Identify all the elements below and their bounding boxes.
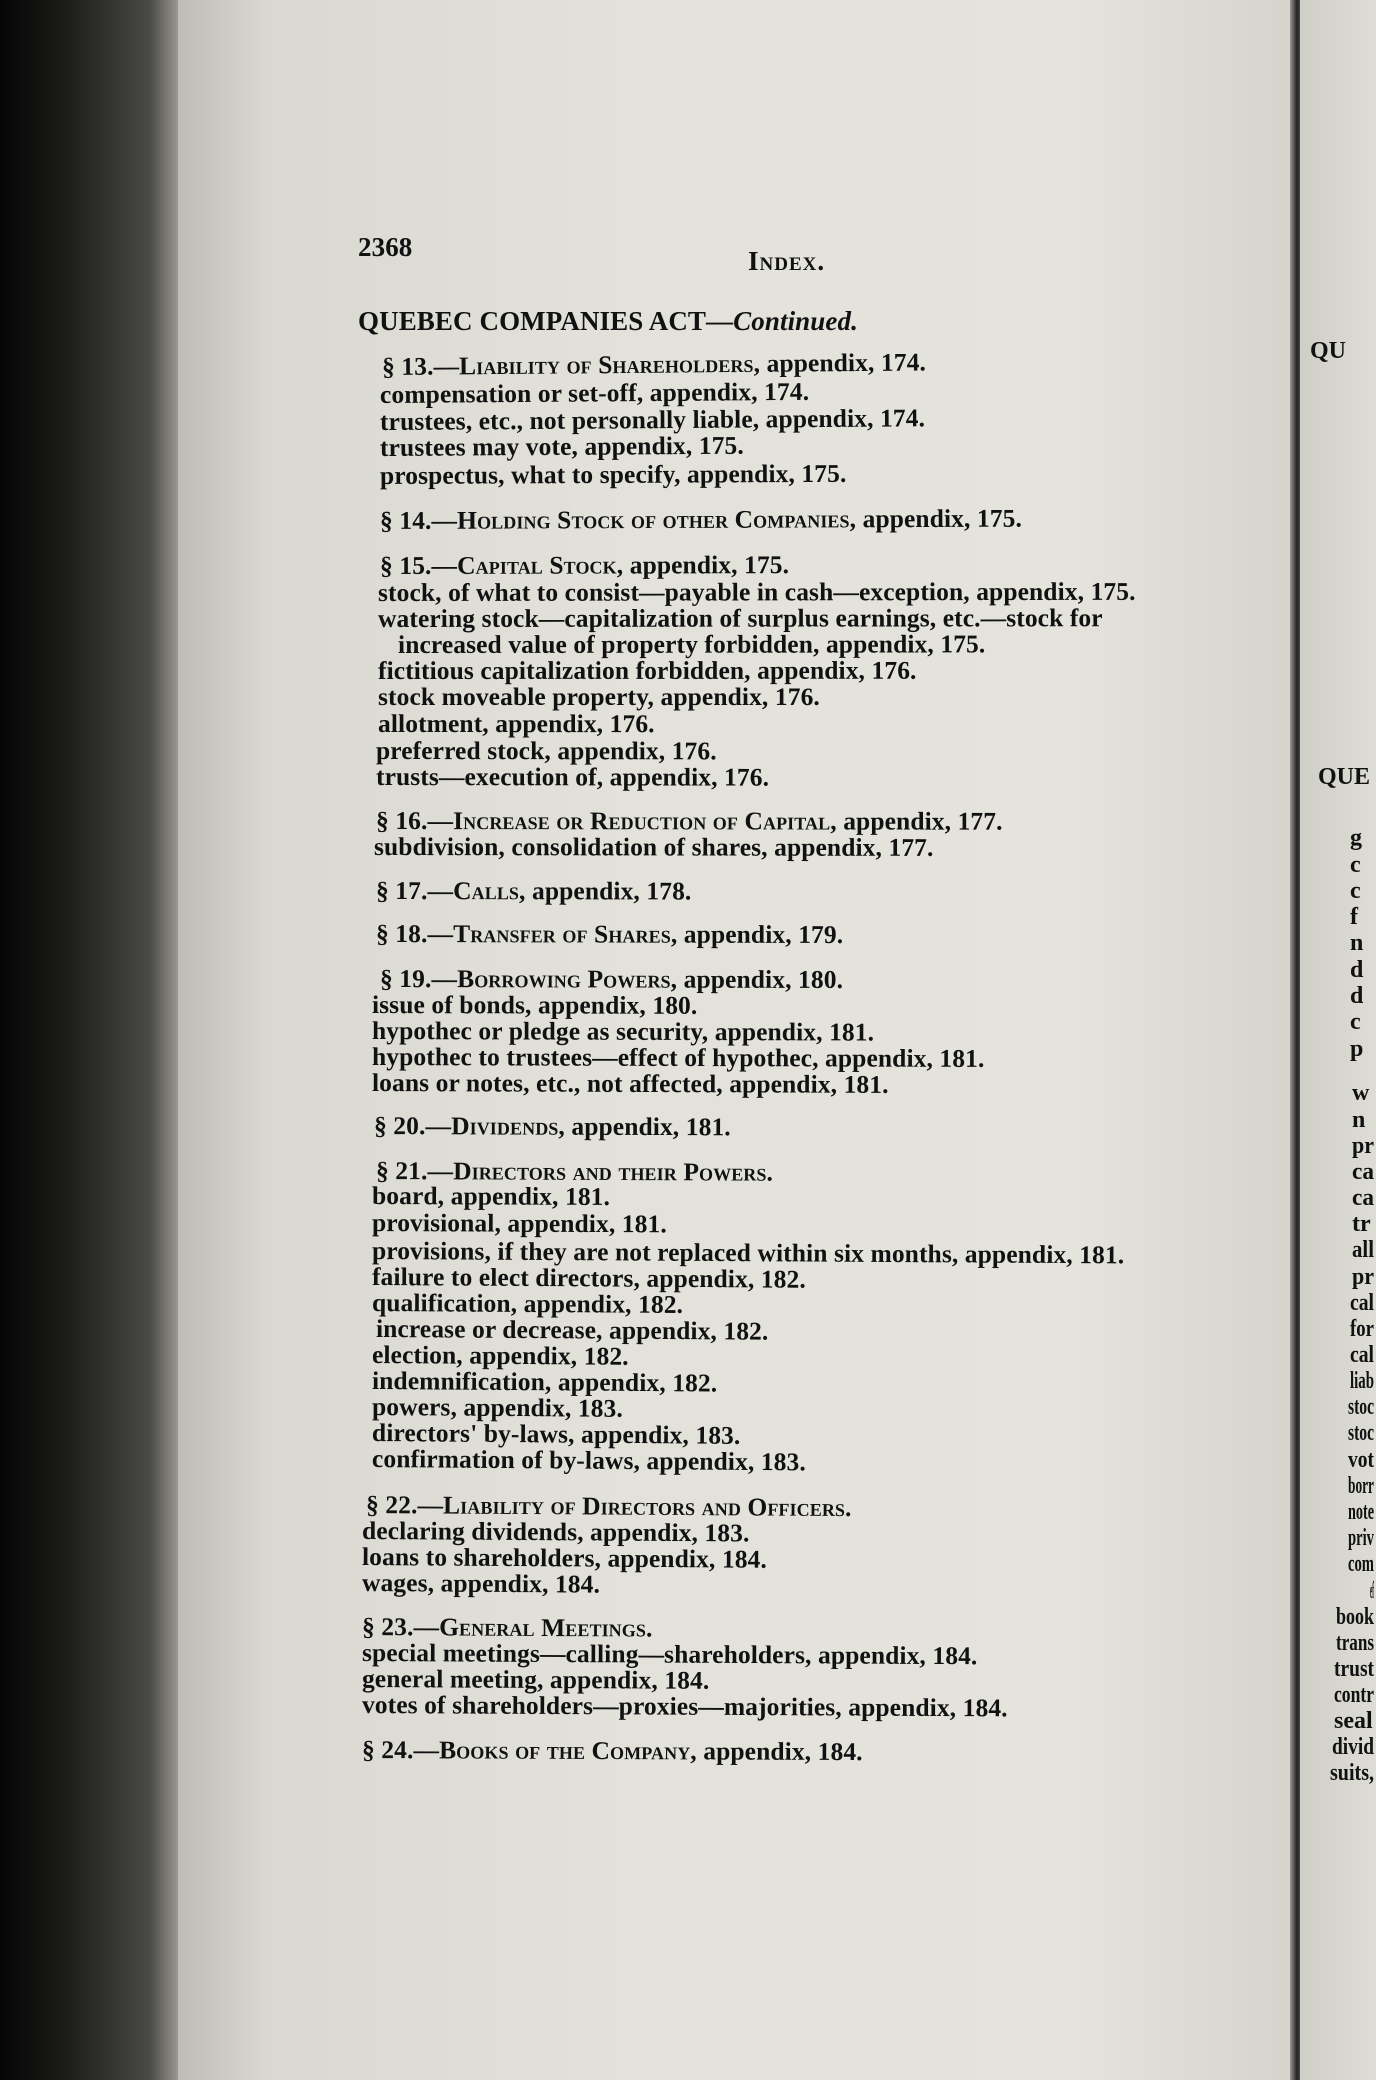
index-entry-text: § 20.— (373, 1111, 452, 1141)
index-entry-text: confirmation of by-laws, appendix, 183. (371, 1444, 806, 1477)
index-entry-text: § 15.— (379, 550, 458, 580)
index-entry-reference: , appendix, 175. (849, 503, 1023, 534)
index-entry-text: increased value of property forbidden, appendix, 175. (397, 629, 986, 659)
index-entry-reference: , appendix, 184. (690, 1736, 863, 1767)
index-entry-text: directors' by-laws, appendix, 183. (371, 1418, 741, 1450)
index-section-title: Books of the Company (439, 1735, 691, 1766)
index-entry-text: indemnification, appendix, 182. (371, 1366, 718, 1398)
right-page-fragment: d (1350, 957, 1364, 983)
index-entry-text: allotment, appendix, 176. (377, 709, 655, 739)
index-heading-continued: Continued. (733, 306, 858, 336)
right-page-fragment: n (1352, 1107, 1366, 1133)
right-page-fragment: ef (1370, 1578, 1374, 1604)
index-entry-text: loans to shareholders, appendix, 184. (361, 1542, 768, 1574)
right-page-fragment: note (1348, 1499, 1374, 1525)
right-page-fragment: QUE (1318, 764, 1371, 790)
right-page-fragment: all (1352, 1237, 1374, 1263)
index-entry-reference: . (766, 1157, 774, 1187)
right-page-fragment: seal (1334, 1708, 1373, 1734)
index-section-title: Liability of Shareholders (458, 348, 754, 381)
index-subentry (380, 431, 744, 463)
index-entry-text: trustees, etc., not personally liable, appendix, 174. (379, 403, 926, 436)
index-section-title: General Meetings (439, 1612, 647, 1643)
index-entry-text: § 14.— (379, 505, 458, 535)
right-page-fragment: QU (1310, 338, 1346, 364)
right-page-fragment: stoc (1348, 1394, 1374, 1420)
right-page-fragment: ca (1352, 1185, 1374, 1211)
right-page-fragment: f (1350, 904, 1358, 930)
right-page-fragment: p (1350, 1036, 1364, 1062)
index-entry-text: subdivision, consolidation of shares, appendix, 177. (373, 832, 934, 862)
right-page-fragment: divid (1332, 1734, 1374, 1760)
index-section-heading (380, 504, 1022, 536)
index-entry-text: loans or notes, etc., not affected, appendix, 181. (371, 1068, 889, 1099)
index-entry-text: § 23.— (361, 1612, 440, 1642)
right-page-fragment: for (1350, 1316, 1374, 1342)
index-entry-text: prospectus, what to specify, appendix, 175. (379, 458, 847, 490)
index-section-heading (362, 1735, 863, 1767)
index-section-heading (374, 1111, 731, 1142)
right-page-fragment: priv (1348, 1525, 1374, 1551)
index-entry-text: § 22.— (365, 1490, 444, 1520)
index-entry-reference: , appendix, 178. (519, 876, 692, 906)
index-subentry (372, 1444, 806, 1477)
right-page-fragment: stoc (1348, 1420, 1374, 1446)
index-section-heading (376, 876, 691, 906)
right-page-fragment: vot (1348, 1447, 1374, 1473)
index-entry-text: § 18.— (375, 919, 454, 949)
index-entry-reference: , appendix, 180. (670, 964, 844, 994)
right-page-fragment: cal (1350, 1290, 1374, 1316)
index-section-title: Holding Stock of other Companies (457, 504, 850, 535)
right-page-fragment: trans (1336, 1630, 1374, 1656)
index-subentry (376, 762, 769, 793)
index-entry-text: declaring dividends, appendix, 183. (361, 1516, 750, 1548)
index-entry-text: § 16.— (375, 806, 454, 836)
index-entry-text: powers, appendix, 183. (371, 1392, 623, 1423)
index-entry-text: qualification, appendix, 182. (371, 1288, 684, 1319)
right-page-fragment: c (1350, 878, 1361, 904)
right-page-fragment: c (1350, 1009, 1361, 1035)
index-entry-text: hypothec to trustees—effect of hypothec, appendix, 181. (371, 1042, 985, 1073)
index-section-title: Dividends (451, 1111, 559, 1141)
index-entry-text: increase or decrease, appendix, 182. (375, 1314, 769, 1346)
index-entry-text: trustees may vote, appendix, 175. (379, 430, 744, 462)
index-entry-text: general meeting, appendix, 184. (361, 1664, 710, 1695)
index-entry-reference: . (845, 1493, 852, 1523)
index-subentry (362, 1568, 600, 1600)
index-section-title: Directors and their Powers (453, 1156, 767, 1187)
index-section-title: Borrowing Powers (457, 964, 671, 994)
index-entry-text: § 24.— (361, 1735, 440, 1765)
index-entry-text: § 19.— (379, 964, 458, 994)
right-page-fragment: cal (1350, 1342, 1374, 1368)
index-subentry (362, 1690, 1008, 1723)
index-entry-reference: , appendix, 181. (558, 1111, 731, 1142)
right-page-fragment: c (1350, 852, 1361, 878)
index-section-title: Calls (453, 876, 520, 906)
index-heading (358, 306, 858, 337)
index-entry-text: hypothec or pledge as security, appendix, 181. (371, 1016, 875, 1047)
index-entry-text: compensation or set-off, appendix, 174. (379, 376, 810, 409)
index-section-title: Capital Stock (457, 550, 617, 580)
index-entry-reference: , appendix, 175. (616, 550, 790, 580)
index-entry-text: wages, appendix, 184. (361, 1568, 601, 1599)
right-page-fragment: pr (1352, 1264, 1374, 1290)
index-entry-text: watering stock—capitalization of surplus earnings, etc.—stock for (377, 603, 1103, 633)
right-page-fragment: n (1350, 930, 1364, 956)
index-entry-text: failure to elect directors, appendix, 182. (371, 1262, 806, 1294)
index-entry-text: trusts—execution of, appendix, 176. (375, 762, 770, 792)
index-entry-text: § 21.— (375, 1156, 454, 1186)
index-entry-text: stock, of what to consist—payable in cash—exception, appendix, 175. (377, 576, 1136, 607)
index-entry-text: fictitious capitalization forbidden, appendix, 176. (377, 655, 917, 685)
index-entry-text: § 13.— (381, 351, 460, 381)
right-page-fragment: g (1350, 825, 1362, 851)
index-entry-reference: . (645, 1613, 653, 1643)
index-entry-text: § 17.— (375, 876, 454, 906)
index-entry-text: issue of bonds, appendix, 180. (371, 990, 698, 1020)
index-entry-text: provisional, appendix, 181. (371, 1208, 667, 1239)
right-page-fragment: contr (1334, 1682, 1374, 1708)
index-entry-text: votes of shareholders—proxies—majorities, appendix, 184. (361, 1690, 1008, 1723)
index-entry-text: stock moveable property, appendix, 176. (378, 682, 820, 711)
right-page-fragment: borr (1348, 1473, 1374, 1499)
index-section-heading (376, 919, 843, 950)
index-entry-reference: , appendix, 177. (830, 806, 1003, 836)
index-subentry (380, 459, 847, 491)
page-number: 2368 (358, 232, 413, 262)
index-entry-text: preferred stock, appendix, 176. (375, 736, 717, 766)
index-subentry (378, 682, 820, 712)
right-page-fragment: book (1336, 1604, 1374, 1630)
index-entry-text: election, appendix, 182. (371, 1340, 629, 1371)
right-page-fragment: tr (1352, 1211, 1371, 1237)
index-subentry (372, 1208, 667, 1239)
right-page-fragment: com (1348, 1551, 1374, 1577)
right-page-fragment: suits, (1330, 1760, 1374, 1786)
index-entry-text: board, appendix, 181. (371, 1181, 611, 1211)
right-page-fragment: liab (1350, 1368, 1374, 1394)
index-subentry (374, 832, 934, 863)
index-section-title: Liability of Directors and Officers (443, 1490, 846, 1523)
right-page-fragment: w (1352, 1080, 1370, 1106)
right-page-fragment: d (1350, 983, 1364, 1009)
index-section-heading (382, 347, 926, 382)
index-section-title: Increase or Reduction of Capital (453, 806, 831, 836)
index-entry-text: special meetings—calling—shareholders, appendix, 184. (361, 1638, 978, 1671)
right-page-fragment: ca (1352, 1159, 1374, 1185)
index-section-heading (380, 550, 789, 581)
right-page-fragment: trust (1334, 1656, 1374, 1682)
index-subentry (378, 709, 655, 739)
index-subentry (372, 1068, 889, 1100)
right-page-fragment: pr (1352, 1133, 1374, 1159)
index-section-title: Transfer of Shares (453, 919, 671, 949)
index-heading-main: QUEBEC COMPANIES ACT— (358, 306, 734, 336)
index-entry-text: provisions, if they are not replaced within six months, appendix, 181. (371, 1236, 1125, 1270)
running-header: Index. (748, 246, 826, 276)
index-entry-reference: , appendix, 174. (753, 347, 927, 378)
index-entry-reference: , appendix, 179. (670, 919, 844, 949)
